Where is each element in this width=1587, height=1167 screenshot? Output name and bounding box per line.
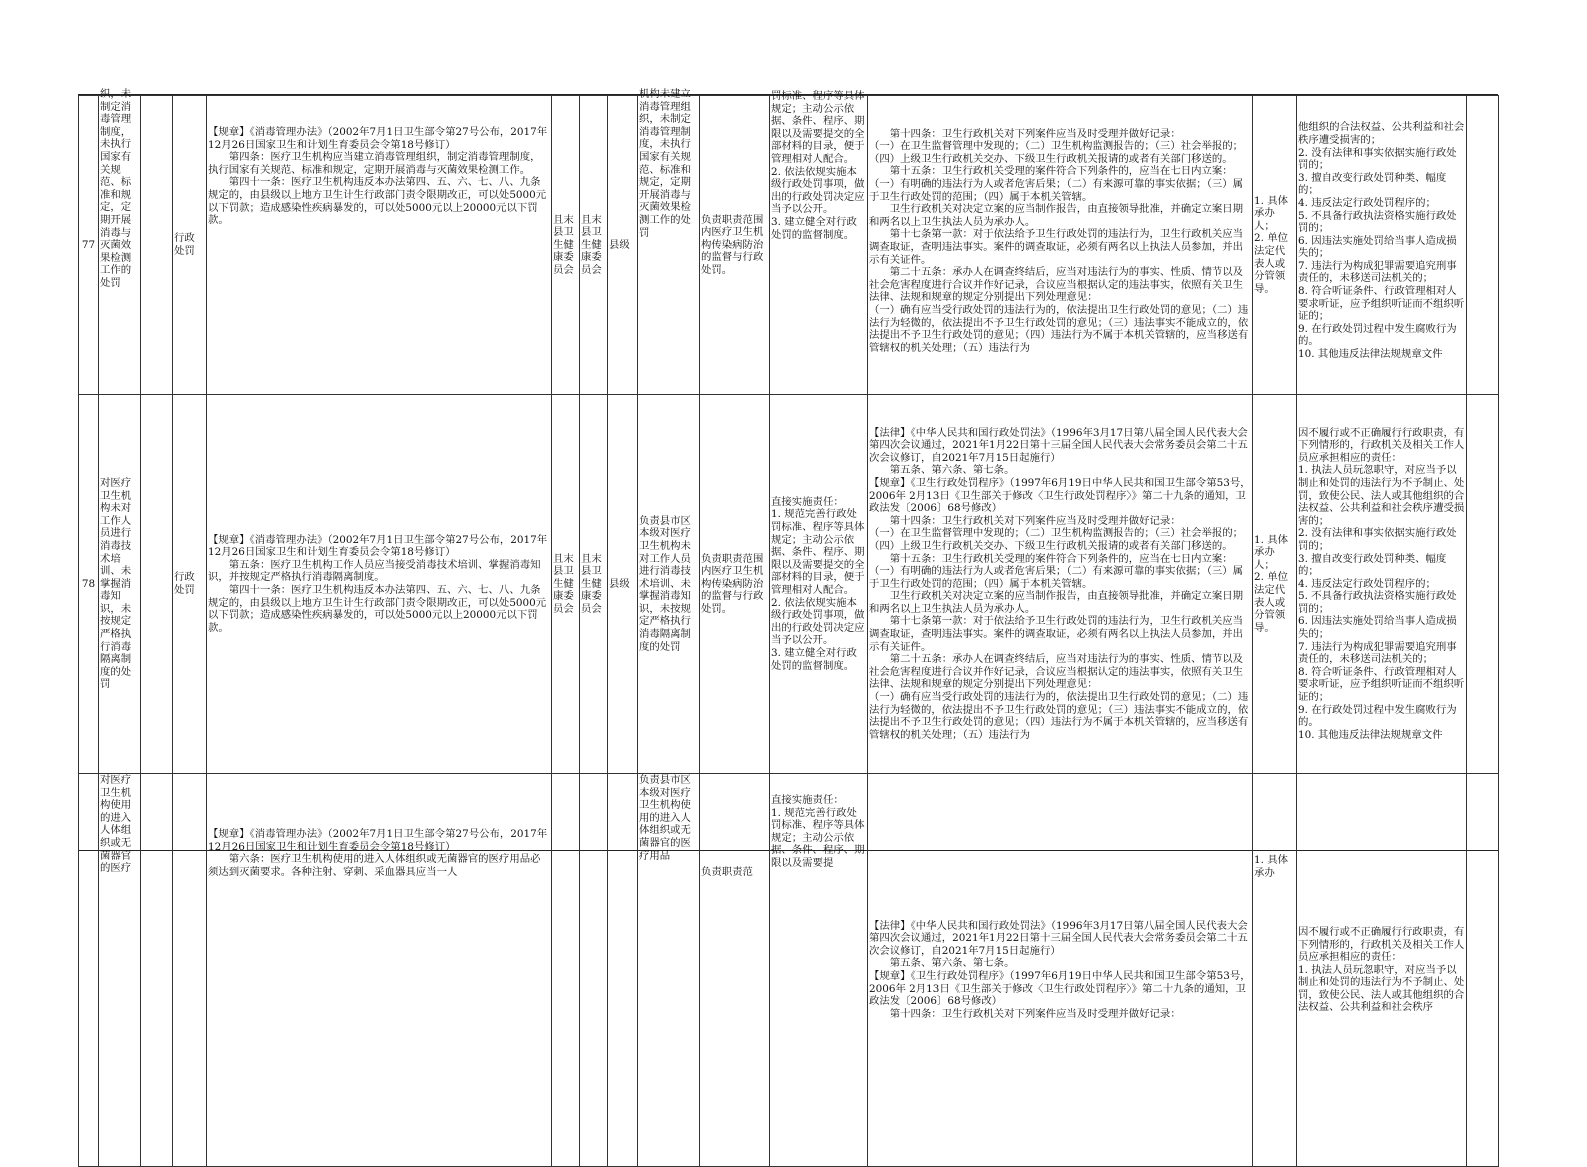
responsible-person-cell (1253, 395, 1297, 774)
table-viewport (78, 88, 1498, 1020)
duty-text: 直接实施责任： 1. 规范完善行政处罚标准、程序等具体规定；主动公示依据、条件、程序、期限以及需要提 (771, 794, 865, 869)
department-cell: 且末县卫生健康委员会 (552, 96, 580, 395)
item-name-cell (99, 774, 141, 1167)
responsible-person-cell (1253, 96, 1297, 395)
table-row (79, 96, 1499, 395)
subject-cell (638, 395, 700, 774)
implementing-dept-cell: 且末县卫生健康委员会 (580, 96, 608, 395)
subject-text: 机构未建立消毒管理组织，未制定消毒管理制度，未执行国家有关规范、标准和规定，定期开展消毒与灭菌效果检测工作的处罚 (639, 88, 691, 239)
accountability-text: 因不履行或不正确履行行政职责，有下列情形的，行政机关及相关工作人员应承担相应的责任： 1. 执法人员玩忽职守，对应当予以制止和处罚的违法行为不予制止、处罚，致使公民、法人或其他组织的合法权益、公共利益和社会秩序遭受损害的； 2. 没有法律和事实依据实施行政处罚的； 3. 擅自改变行政处罚种类、幅度的； 4. 违反法定行政处罚程序的； 5. 不具备行政执法资格实施行政处罚的； 6. 因违法实施处罚给当事人造成损失的； 7. 违法行为构成犯罪需要追究刑事责任的，未移送司法机关的； 8. 符合听证条件、行政管理相对人要求听证，应予组织听证而不组织听证的； 9. 在行政处罚过程中发生腐败行为的。 10. 其他违反法律法规规章文件 (1298, 426, 1465, 741)
remarks-cell (1467, 96, 1499, 395)
accountability-cell (1297, 774, 1467, 1167)
accountability-cell (1297, 395, 1467, 774)
category-cell: 行政处罚 (173, 96, 207, 395)
department-cell (552, 774, 580, 1167)
level-cell: 县级 (608, 96, 638, 395)
level-cell: 县级 (608, 395, 638, 774)
law-basis-cell (207, 774, 552, 1167)
item-name-cell (99, 395, 141, 774)
spacer-cell (141, 774, 173, 1167)
responsible-person-cell (1253, 774, 1297, 1167)
level-cell (608, 774, 638, 1167)
duty-text: 罚标准、程序等具体规定；主动公示依据、条件、程序、期限以及需要提交的全部材料的目录，便于管理相对人配合。 2. 依法依规实施本级行政处罚事项，做出的行政处罚决定应当予以公开。 3. 建立健全对行政处罚的监督制度。 (771, 90, 865, 241)
remarks-cell (1467, 395, 1499, 774)
duty-cell (770, 395, 868, 774)
responsibility-scope-cell: 负责职责范围内医疗卫生机构传染病防治的监督与行政处罚。 (700, 96, 770, 395)
law-basis-text: 【规章】《消毒管理办法》（2002年7月1日卫生部令第27号公布，2017年12月26日国家卫生和计划生育委员会令第18号修订） 第五条：医疗卫生机构工作人员应当接受消毒技术培训、掌握消毒知识，并按规定严格执行消毒隔离制度。 第四十一条：医疗卫生机构违反本办法第四、五、六、七、八、九条规定的，由县级以上地方卫生计生行政部门责令限期改正，可以处5000元以下罚款；造成感染性疾病暴发的，可以处5000元以上20000元以下罚款。 (208, 533, 548, 634)
item-name: 对医疗卫生机构未对工作人员进行消毒技术培训、未掌握消毒知识，未按规定严格执行消毒隔离制度的处罚 (100, 476, 132, 691)
responsibility-scope-cell: 负责职责范围内医疗卫生机构传染病防治的监督与行政处罚。 (700, 395, 770, 774)
item-name-cell (99, 88, 141, 395)
duty-text: 直接实施责任： 1. 规范完善行政处罚标准、程序等具体规定；主动公示依据、条件、程序、期限以及需要提交的全部材料的目录，便于管理相对人配合。 2. 依法依规实施本级行政处罚事项，做出的行政处罚决定应当予以公开。 3. 建立健全对行政处罚的监督制度。 (771, 495, 865, 672)
spacer-cell (141, 96, 173, 395)
procedure-basis-text: 【法律】《中华人民共和国行政处罚法》（1996年3月17日第八届全国人民代表大会第四次会议通过，2021年1月22日第十三届全国人民代表大会常务委员会第二十五次会议修订，自2021年7月15日起施行） 第五条、第六条、第七条。 【规章】《卫生行政处罚程序》（1997年6月19日中华人民共和国卫生部令第53号，2006年 2月13日《卫生部关于修改〈卫生行政处罚程序〉》第二十九条的通知，卫政法发〔2006〕68号修改） 第十四条：卫生行政机关对下列案件应当及时受理并做好记录： (869, 919, 1251, 1020)
law-basis-cell (207, 395, 552, 774)
row-number: 78 (79, 395, 99, 774)
procedure-basis-cell (868, 774, 1253, 1167)
responsible-person-text: 1. 具体承办人； 2. 单位法定代表人或分管领导。 (1254, 533, 1288, 634)
department-cell: 且末县卫生健康委员会 (552, 395, 580, 774)
procedure-basis-text: 【法律】《中华人民共和国行政处罚法》（1996年3月17日第八届全国人民代表大会第四次会议通过，2021年1月22日第十三届全国人民代表大会常务委员会第二十五次会议修订，自2021年7月15日起施行） 第五条、第六条、第七条。 【规章】《卫生行政处罚程序》（1997年6月19日中华人民共和国卫生部令第53号，2006年 2月13日《卫生部关于修改〈卫生行政处罚程序〉》第二十九条的通知，卫政法发〔2006〕68号修改） 第十四条：卫生行政机关对下列案件应当及时受理并做好记录： （一）在卫生监督管理中发现的；（二）卫生机构监测报告的；（三）社会举报的；（四）上级卫生行政机关交办、下级卫生行政机关报请的或者有关部门移送的。 第十五条：卫生行政机关受理的案件符合下列条件的，应当在七日内立案：（一）有明确的违法行为人或者危害后果；（二）有来源可靠的事实依据；（三）属于卫生行政处罚的范围；（四）属于本机关管辖。 卫生行政机关对决定立案的应当制作报告，由直接领导批准，并确定立案日期和两名以上卫生执法人员为承办人。 第十七条第一款：对于依法给予卫生行政处罚的违法行为，卫生行政机关应当调查取证，查明违法事实。案件的调查取证，必须有两名以上执法人员参加，并出示有关证件。 第二十五条：承办人在调查终结后，应当对违法行为的事实、性质、情节以及社会危害程度进行合议并作好记录，合议应当根据认定的违法事实，依照有关卫生法律、法规和规章的规定分别提出下列处理意见： （一）确有应当受行政处罚的违法行为的，依法提出卫生行政处罚的意见；（二）违法行为轻微的，依法提出不予卫生行政处罚的意见；（三）违法事实不能成立的，依法提出不予卫生行政处罚的意见；（四）违法行为不属于本机关管辖的，应当移送有管辖权的机关处理；（五）违法行为 (869, 426, 1251, 741)
procedure-basis-cell (868, 395, 1253, 774)
row-number: 77 (79, 96, 99, 395)
duty-cell (770, 774, 868, 1167)
implementing-dept-cell: 且末县卫生健康委员会 (580, 395, 608, 774)
duty-cell (770, 90, 868, 395)
table-row (79, 395, 1499, 774)
subject-text: 负责县市区本级对医疗卫生机构使用的进入人体组织或无菌器官的医疗用品 (639, 774, 691, 862)
responsibility-scope-cell: 负责职责范 (700, 774, 770, 1167)
responsible-person-text: 1. 具体承办人； 2. 单位法定代表人或分管领导。 (1254, 194, 1288, 295)
item-name: 对医疗卫生机构使用的进入人体组织或无菌器官的医疗 (100, 774, 132, 875)
accountability-text: 因不履行或不正确履行行政职责，有下列情形的，行政机关及相关工作人员应承担相应的责任： 1. 执法人员玩忽职守，对应当予以制止和处罚的违法行为不予制止、处罚，致使公民、法人或其他组织的合法权益、公共利益和社会秩序 (1298, 925, 1465, 1014)
accountability-cell (1297, 96, 1467, 395)
responsibility-table (78, 88, 1499, 1167)
item-name: 织，未制定消毒管理制度，未执行国家有关规范、标准和规定，定期开展消毒与灭菌效果检测工作的处罚 (100, 88, 132, 289)
spacer-cell (141, 395, 173, 774)
responsible-person-text: 1. 具体承办 (1254, 854, 1288, 879)
subject-cell (638, 88, 700, 395)
category-cell (173, 774, 207, 1167)
subject-cell (638, 774, 700, 1167)
law-basis-text: 【规章】《消毒管理办法》（2002年7月1日卫生部令第27号公布，2017年12月26日国家卫生和计划生育委员会令第18号修订） 第六条：医疗卫生机构使用的进入人体组织或无菌器官的医疗用品必须达到灭菌要求。各种注射、穿刺、采血器具应当一人 (208, 828, 548, 878)
row-number (79, 774, 99, 1167)
procedure-basis-cell (868, 96, 1253, 395)
procedure-basis-text: 第十四条：卫生行政机关对下列案件应当及时受理并做好记录： （一）在卫生监督管理中发现的；（二）卫生机构监测报告的；（三）社会举报的；（四）上级卫生行政机关交办、下级卫生行政机关报请的或者有关部门移送的。 第十五条：卫生行政机关受理的案件符合下列条件的，应当在七日内立案：（一）有明确的违法行为人或者危害后果；（二）有来源可靠的事实依据；（三）属于卫生行政处罚的范围；（四）属于本机关管辖。 卫生行政机关对决定立案的应当制作报告，由直接领导批准，并确定立案日期和两名以上卫生执法人员为承办人。 第十七条第一款：对于依法给予卫生行政处罚的违法行为，卫生行政机关应当调查取证，查明违法事实。案件的调查取证，必须有两名以上执法人员参加，并出示有关证件。 第二十五条：承办人在调查终结后，应当对违法行为的事实、性质、情节以及社会危害程度进行合议并作好记录，合议应当根据认定的违法事实，依照有关卫生法律、法规和规章的规定分别提出下列处理意见： （一）确有应当受行政处罚的违法行为的，依法提出卫生行政处罚的意见；（二）违法行为轻微的，依法提出不予卫生行政处罚的意见；（三）违法事实不能成立的，依法提出不予卫生行政处罚的意见；（四）违法行为不属于本机关管辖的，应当移送有管辖权的机关处理；（五）违法行为 (869, 127, 1249, 354)
law-basis-text: 【规章】《消毒管理办法》（2002年7月1日卫生部令第27号公布，2017年12月26日国家卫生和计划生育委员会令第18号修订） 第四条：医疗卫生机构应当建立消毒管理组织，制定消毒管理制度，执行国家有关规范、标准和规定，定期开展消毒与灭菌效果检测工作。 第四十一条：医疗卫生机构违反本办法第四、五、六、七、八、九条规定的，由县级以上地方卫生计生行政部门责令限期改正，可以处5000元以下罚款；造成感染性疾病暴发的，可以处5000元以上20000元以下罚款。 (208, 126, 548, 227)
law-basis-cell (207, 96, 552, 395)
table-row (79, 774, 1499, 1167)
subject-text: 负责县市区本级对医疗卫生机构未对工作人员进行消毒技术培训、未掌握消毒知识，未按规定严格执行消毒隔离制度的处罚 (639, 514, 691, 653)
accountability-text: 他组织的合法权益、公共利益和社会秩序遭受损害的； 2. 没有法律和事实依据实施行政处罚的； 3. 擅自改变行政处罚种类、幅度的； 4. 违反法定行政处罚程序的； 5. 不具备行政执法资格实施行政处罚的； 6. 因违法实施处罚给当事人造成损失的； 7. 违法行为构成犯罪需要追究刑事责任的，未移送司法机关的； 8. 符合听证条件、行政管理相对人要求听证，应予组织听证而不组织听证的； 9. 在行政处罚过程中发生腐败行为的。 10. 其他违反法律法规规章文件 (1298, 121, 1465, 361)
category-cell: 行政处罚 (173, 395, 207, 774)
remarks-cell (1467, 774, 1499, 1167)
implementing-dept-cell (580, 774, 608, 1167)
